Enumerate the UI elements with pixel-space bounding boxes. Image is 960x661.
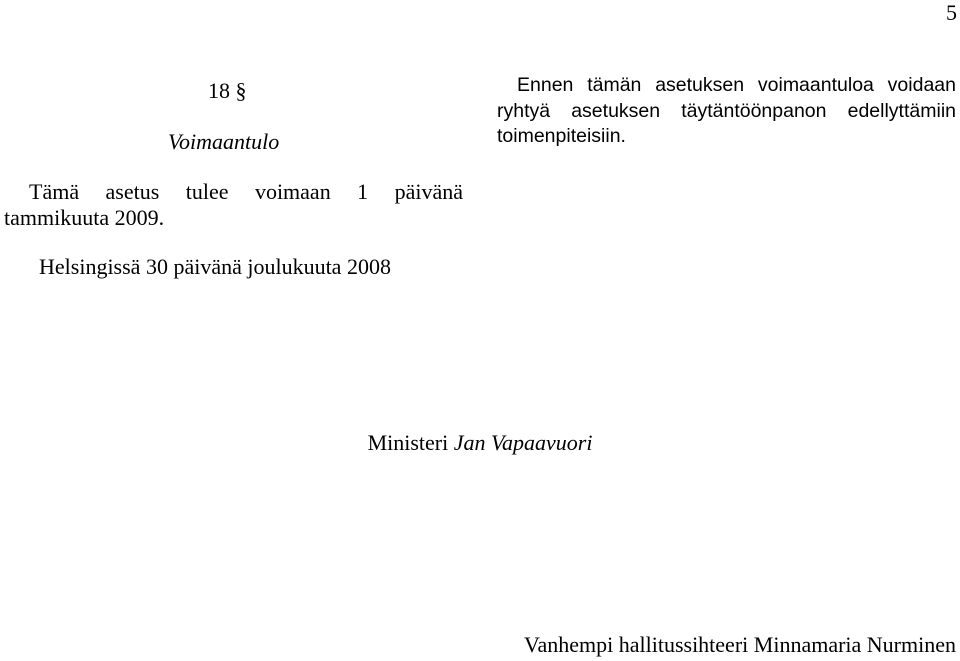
minister-name: Jan Vapaavuori <box>453 430 593 455</box>
section-title: Voimaantulo <box>168 129 280 154</box>
minister-title: Ministeri <box>367 430 449 455</box>
page-number: 5 <box>946 0 957 25</box>
minister-signature <box>0 428 960 458</box>
secretary-signature: Vanhempi hallitussihteeri Minnamaria Nurminen <box>524 632 956 657</box>
entry-into-force-paragraph: Tämä asetus tulee voimaan 1 päivänä tammikuuta 2009. <box>4 179 463 230</box>
section-symbol: § <box>235 78 247 103</box>
section-heading <box>208 77 247 105</box>
place-and-date: Helsingissä 30 päivänä joulukuuta 2008 <box>39 254 391 279</box>
section-number: 18 <box>208 78 230 103</box>
implementation-paragraph: Ennen tämän asetuksen voimaantuloa voidaan ryhtyä asetuksen täytäntöönpanon edellyttämiin toimenpiteisiin. <box>497 74 956 147</box>
